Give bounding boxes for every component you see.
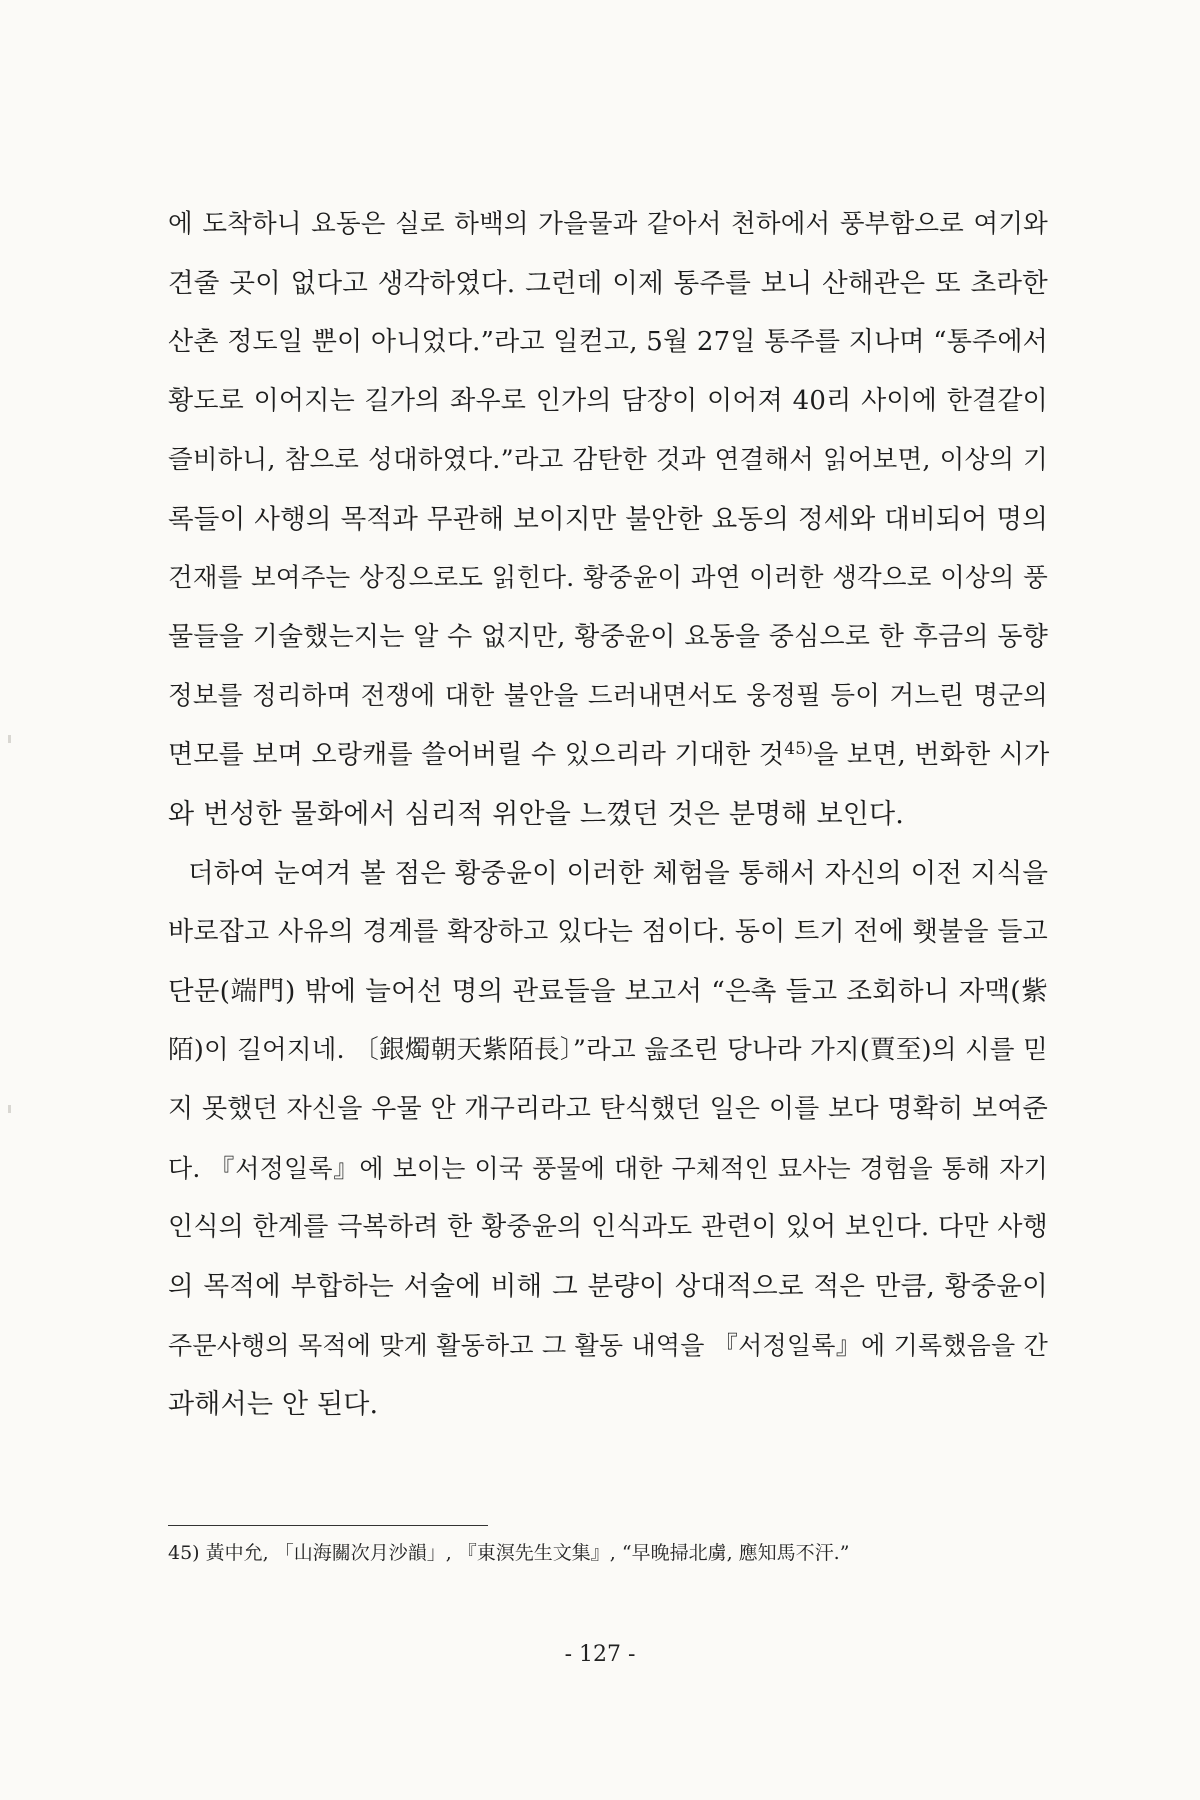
- text-line: 에 도착하니 요동은 실로 하백의 가을물과 같아서 천하에서 풍부함으로 여기와: [168, 209, 1048, 239]
- paragraph-start-line: 더하여 눈여겨 볼 점은 황중윤이 이러한 체험을 통해서 자신의 이전 지식을: [188, 858, 1049, 889]
- text-line: 인식의 한계를 극복하려 한 황중윤의 인식과도 관련이 있어 보인다. 다만 사행: [168, 1212, 1048, 1242]
- text-line: 견줄 곳이 없다고 생각하였다. 그런데 이제 통주를 보니 산해관은 또 초라한: [168, 268, 1048, 299]
- text-line: 단문(端門) 밖에 늘어선 명의 관료들을 보고서 “은촉 들고 조회하니 자맥(紫: [168, 976, 1048, 1007]
- text-line: 산촌 정도일 뿐이 아니었다.”라고 일컫고, 5월 27일 통주를 지나며 “통주에서: [168, 327, 1048, 357]
- text-line: 과해서는 안 된다.: [168, 1389, 379, 1420]
- text-segment: 을 보면, 번화한 시가: [813, 740, 1050, 770]
- text-line: 록들이 사행의 목적과 무관해 보이지만 불안한 요동의 정세와 대비되어 명의: [168, 504, 1048, 535]
- footnote-45: 45) 黃中允, 「山海關次月沙韻」, 『東溟先生文集』, “早晚掃北虜, 應知馬不汗.”: [168, 1542, 850, 1564]
- scan-margin-mark: [8, 735, 11, 743]
- footnote-reference: 45): [784, 739, 814, 759]
- body-text: [168, 195, 1048, 1434]
- text-line: 지 못했던 자신을 우물 안 개구리라고 탄식했던 일은 이를 보다 명확히 보여준: [168, 1094, 1048, 1124]
- text-line: 주문사행의 목적에 맞게 활동하고 그 활동 내역을 『서정일록』에 기록했음을 간: [168, 1331, 1048, 1360]
- text-segment: 면모를 보며 오랑캐를 쓸어버릴 수 있으리라 기대한 것: [168, 740, 785, 770]
- text-line: 건재를 보여주는 상징으로도 읽힌다. 황중윤이 과연 이러한 생각으로 이상의 풍: [168, 563, 1048, 593]
- text-line: 다. 『서정일록』에 보이는 이국 풍물에 대한 구체적인 묘사는 경험을 통해 자기: [168, 1154, 1048, 1183]
- text-line: 물들을 기술했는지는 알 수 없지만, 황중윤이 요동을 중심으로 한 후금의 동향: [168, 622, 1048, 652]
- text-line: 정보를 정리하며 전쟁에 대한 불안을 드러내면서도 웅정필 등이 거느린 명군의: [168, 681, 1048, 711]
- text-line-with-footnote: [168, 726, 1048, 785]
- text-line: 와 번성한 물화에서 심리적 위안을 느꼈던 것은 분명해 보인다.: [168, 799, 905, 830]
- text-line: 바로잡고 사유의 경계를 확장하고 있다는 점이다. 동이 트기 전에 횃불을 들고: [168, 917, 1048, 947]
- footnote-divider: [168, 1525, 488, 1526]
- scan-margin-mark: [8, 1105, 11, 1113]
- text-line: 陌)이 길어지네. 〔銀燭朝天紫陌長〕”라고 읊조린 당나라 가지(賈至)의 시를 믿: [168, 1035, 1048, 1065]
- text-line: 의 목적에 부합하는 서술에 비해 그 분량이 상대적으로 적은 만큼, 황중윤이: [168, 1271, 1048, 1302]
- text-line: 황도로 이어지는 길가의 좌우로 인가의 담장이 이어져 40리 사이에 한결같이: [168, 386, 1048, 416]
- text-line: 즐비하니, 참으로 성대하였다.”라고 감탄한 것과 연결해서 읽어보면, 이상의 기: [168, 445, 1048, 475]
- page-number: - 127 -: [564, 1642, 636, 1667]
